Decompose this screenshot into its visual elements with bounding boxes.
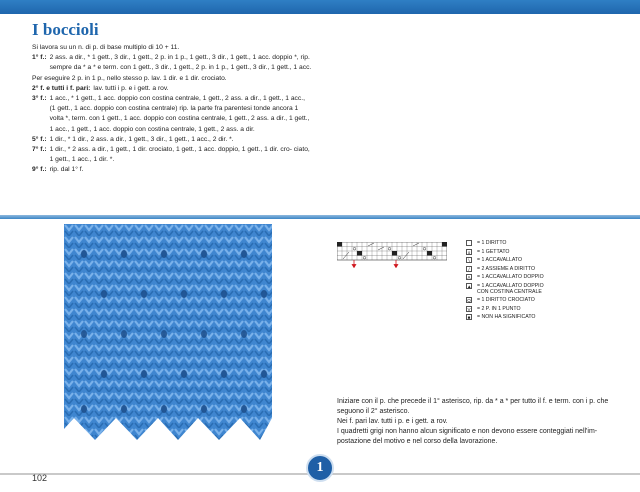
- row-9: [32, 165, 312, 175]
- legend-label: = 1 ACCAVALLATO: [477, 257, 523, 263]
- chart-symbol-icon: o: [467, 249, 471, 255]
- row-label: 1° f.:: [32, 54, 47, 62]
- knitted-swatch-image: [64, 224, 272, 440]
- legend-label: = 1 DIRITTO CROCIATO: [477, 297, 535, 304]
- legend-item: [466, 283, 545, 295]
- row-note: Per eseguire 2 p. in 1 p., nello stesso p. lav. 1 dir. e 1 dir. crociato.: [32, 74, 227, 82]
- legend-item: [466, 249, 545, 255]
- chart-symbol-icon: ▲: [467, 283, 472, 289]
- row-text: lav. tutti i p. e i gett. a rov.: [93, 84, 169, 92]
- row-text: rip. dal 1° f.: [49, 166, 84, 174]
- row-label: 9° f.:: [32, 166, 47, 174]
- legend-item: [466, 266, 545, 272]
- legend-item: [466, 274, 545, 280]
- legend-label: = NON HA SIGNIFICATO: [477, 314, 536, 321]
- legend-item: [466, 314, 545, 320]
- row-text: 1 acc., * 1 gett., 1 acc. doppio con costina centrale, 1 gett., 2 ass. a dir., 1 gett., 1 acc., (1 gett., 1 acc. doppio con costina centrale) rip. la parte fra parentesi tonde ancora 1 volta *, term. con 1 gett., 1 acc. doppio con costina centrale, 1 gett., 2 ass. a dir., 1 gett., 1 acc., 1 gett., 1 acc. doppio con costina centrale, 1 gett., 2 ass. a dir.: [49, 95, 310, 133]
- chart-symbol-icon: [466, 240, 472, 246]
- section-badge: 1: [306, 454, 334, 482]
- legend-label: = 1 ACCAVALLATO DOPPIO: [477, 274, 544, 280]
- legend-item: [466, 257, 545, 263]
- row-label: 3° f.:: [32, 95, 47, 103]
- chart-symbol-icon: ■: [467, 315, 471, 321]
- legend-item: [466, 240, 545, 246]
- note-line: Iniziare con il p. che precede il 1° asterisco, rip. da * a * per tutto il f. e term. con i p. che seguono il 2° asterisco.: [337, 398, 609, 415]
- knitting-chart: [337, 242, 447, 268]
- legend-label: = 1 ACCAVALLATO DOPPIO CON COSTINA CENTRALE: [477, 282, 544, 295]
- chart-notes: [337, 397, 623, 447]
- row-label: 5° f.:: [32, 135, 47, 143]
- chart-symbol-icon: Λ: [467, 275, 471, 280]
- section-divider: [0, 215, 640, 219]
- chart-symbol-icon: \: [466, 257, 472, 263]
- row-text: 1 dir., * 2 ass. a dir., 1 gett., 1 dir. crociato, 1 gett., 1 acc. doppio, 1 gett., 1 dir. cro- ciato, 1 gett., 1 acc., 1 dir. *.: [49, 146, 310, 164]
- instructions-block: [32, 43, 312, 176]
- chart-symbol-icon: /: [466, 266, 472, 272]
- note-line: Nei f. pari lav. tutti i p. e i gett. a rov.: [337, 418, 448, 425]
- page-title: I boccioli: [32, 20, 99, 39]
- chart-symbol-icon: V: [467, 306, 471, 312]
- row-label: 2° f. e tutti i f. pari:: [32, 84, 91, 92]
- chart-legend: [466, 240, 545, 323]
- row-label: 7° f.:: [32, 146, 47, 154]
- note-line: I quadretti grigi non hanno alcun significato e non devono essere conteggiati nell'im- postazione del motivo e nel corso della lavorazione.: [337, 428, 598, 445]
- legend-label: = 1 GETTATO: [477, 248, 510, 255]
- legend-label: = 2 P. IN 1 PUNTO: [477, 305, 521, 312]
- chart-symbol-icon: Q: [467, 298, 471, 304]
- header-band: [0, 0, 640, 14]
- row-3: [32, 94, 312, 135]
- row-text: 2 ass. a dir., * 1 gett., 3 dir., 1 gett., 2 p. in 1 p., 1 gett., 3 dir., 1 gett., 1 acc. doppio *, rip. sempre da * a * e term. con 1 gett., 3 dir., 1 gett., 2 p. in 1 p., 1 gett., 3 dir., 1 gett., 1 acc.: [49, 54, 312, 72]
- page-number: 102: [32, 473, 48, 483]
- legend-item: [466, 306, 545, 312]
- row-2: [32, 84, 312, 94]
- row-7: [32, 145, 312, 165]
- legend-label: = 2 ASSIEME A DIRITTO: [477, 265, 535, 272]
- row-5: [32, 135, 312, 145]
- legend-label: = 1 DIRITTO: [477, 240, 507, 246]
- legend-item: [466, 297, 545, 303]
- row-text: 1 dir., * 1 dir., 2 ass. a dir., 1 gett., 3 dir., 1 gett., 1 acc., 2 dir. *.: [49, 135, 234, 143]
- row-1: [32, 53, 312, 73]
- intro-text: Si lavora su un n. di p. di base multiplo di 10 + 11.: [32, 44, 180, 51]
